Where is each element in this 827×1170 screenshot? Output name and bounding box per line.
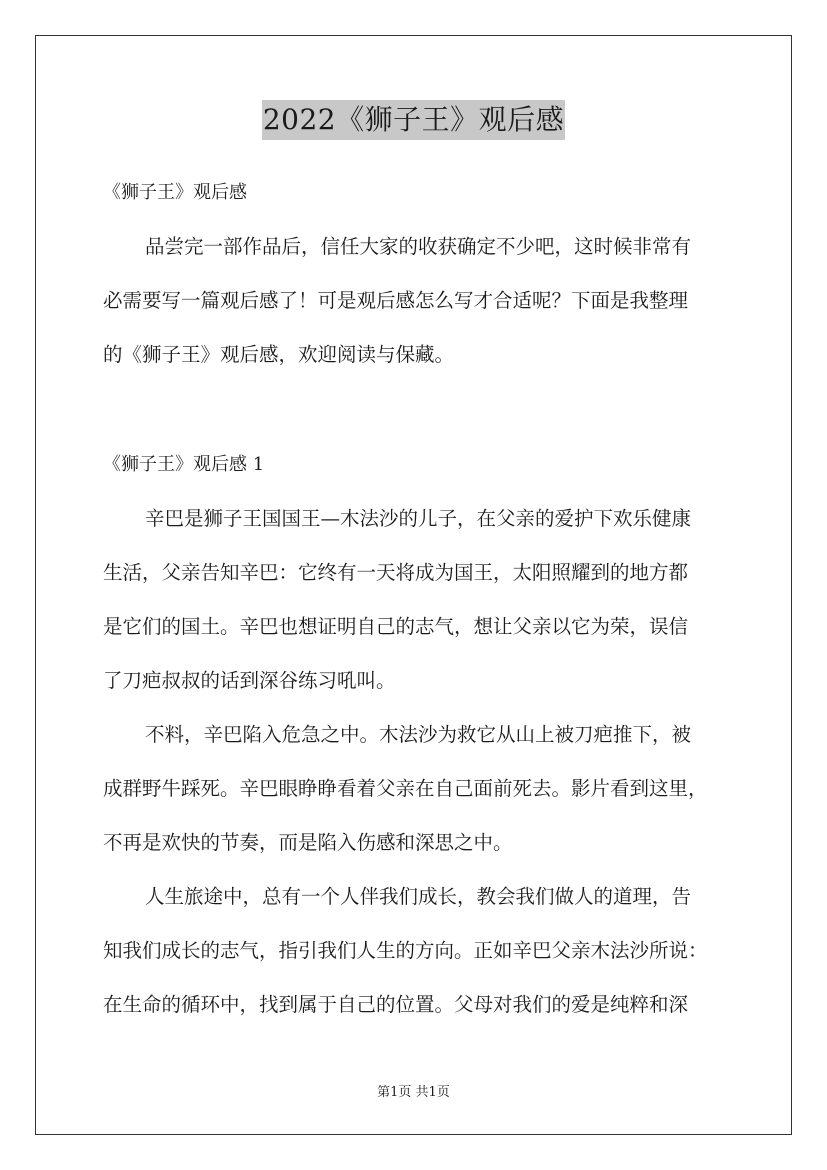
paragraph-line: 辛巴是狮子王国国王—木法沙的儿子，在父亲的爱护下欢乐健康 — [145, 507, 692, 530]
paragraph-line: 不料，辛巴陷入危急之中。木法沙为救它从山上被刀疤推下，被 — [145, 723, 692, 746]
paragraph-line: 的《狮子王》观后感，欢迎阅读与保藏。 — [103, 343, 455, 366]
paragraph-line: 了刀疤叔叔的话到深谷练习吼叫。 — [103, 669, 396, 692]
paragraph-line: 是它们的国土。辛巴也想证明自己的志气，想让父亲以它为荣，误信 — [103, 615, 689, 638]
paragraph-line: 必需要写一篇观后感了！可是观后感怎么写才合适呢？下面是我整理 — [103, 289, 689, 312]
page-footer: 第1页 共1页 — [377, 1085, 450, 1100]
paragraph-line: 不再是欢快的节奏，而是陷入伤感和深思之中。 — [103, 831, 513, 854]
paragraph-line: 生活，父亲告知辛巴：它终有一天将成为国王，太阳照耀到的地方都 — [103, 561, 689, 584]
document-title: 2022《狮子王》观后感 — [262, 100, 565, 140]
paragraph-line: 成群野牛踩死。辛巴眼睁睁看着父亲在自己面前死去。影片看到这里， — [103, 777, 708, 800]
section-heading: 《狮子王》观后感 1 — [103, 454, 265, 475]
paragraph-line: 人生旅途中，总有一个人伴我们成长，教会我们做人的道理，告 — [145, 885, 692, 908]
paragraph-line: 知我们成长的志气，指引我们人生的方向。正如辛巴父亲木法沙所说： — [103, 939, 708, 962]
paragraph-line: 品尝完一部作品后，信任大家的收获确定不少吧，这时候非常有 — [145, 235, 692, 258]
paragraph-line: 在生命的循环中，找到属于自己的位置。父母对我们的爱是纯粹和深 — [103, 993, 689, 1016]
title-container — [0, 100, 827, 140]
intro-heading: 《狮子王》观后感 — [103, 182, 247, 203]
